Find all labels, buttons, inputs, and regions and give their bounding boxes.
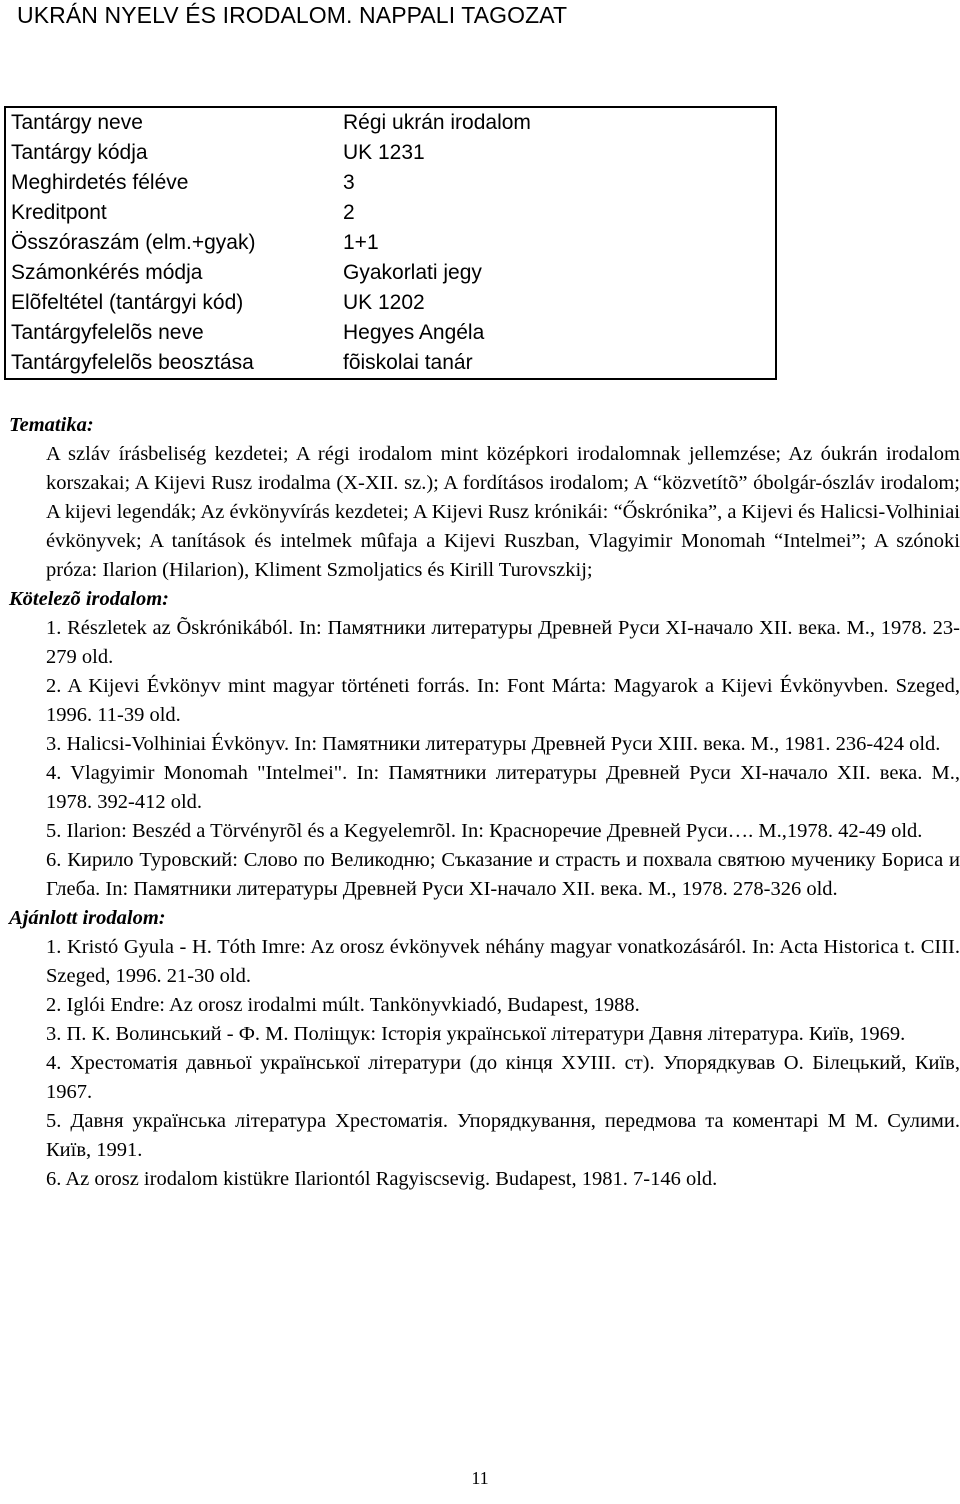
- info-value: Gyakorlati jegy: [343, 261, 482, 284]
- ajanlott-item: 5. Давня українська література Хрестоматія. Упорядкування, передмова та коментарі М М. Сулими. Київ, 1991.: [46, 1110, 960, 1161]
- kotelezo-item: 6. Кирило Туровский: Слово по Великодню; Съказание и страсть и похвала святюю мученику Бориса и Глеба. In: Памятники литературы Древней Руси XI-начало XII. века. M., 1978. 278-326 old.: [46, 849, 960, 900]
- info-key: Meghirdetés féléve: [11, 171, 189, 194]
- ajanlott-heading: Ajánlott irodalom:: [9, 907, 166, 929]
- kotelezo-heading: Kötelezõ irodalom:: [9, 588, 170, 610]
- ajanlott-item: 3. П. К. Волинський - Ф. М. Поліщук: Історія української літератури Давня література. Київ, 1969.: [46, 1023, 906, 1045]
- info-row: [5, 318, 776, 348]
- info-value: UK 1202: [343, 291, 425, 314]
- kotelezo-list: [9, 614, 960, 904]
- info-key: Tantárgyfelelõs beosztása: [11, 351, 254, 374]
- info-key: Tantárgy kódja: [11, 141, 148, 164]
- info-key: Számonkérés módja: [11, 261, 203, 284]
- kotelezo-item: 5. Ilarion: Beszéd a Törvényrõl és a Kegyelemrõl. In: Красноречие Древней Руси…. M.,1978. 42-49 old.: [46, 820, 923, 842]
- info-row: [5, 198, 776, 228]
- info-key: Elõfeltétel (tantárgyi kód): [11, 291, 244, 314]
- info-value: fõiskolai tanár: [343, 351, 473, 374]
- info-key: Kreditpont: [11, 201, 107, 224]
- info-value: 1+1: [343, 231, 379, 254]
- page-number: 11: [471, 1468, 489, 1488]
- info-value: UK 1231: [343, 141, 425, 164]
- info-row: [5, 348, 776, 379]
- ajanlott-item: 1. Kristó Gyula - H. Tóth Imre: Az orosz évkönyvek néhány magyar vonatkozásáról. In: Acta Historica t. CIII. Szeged, 1996. 21-30 old.: [46, 936, 960, 987]
- kotelezo-item: 4. Vlagyimir Monomah "Intelmei". In: Памятники литературы Древней Руси XI-начало XII. века. M., 1978. 392-412 old.: [46, 762, 960, 813]
- info-key: Tantárgyfelelõs neve: [11, 321, 204, 344]
- content: [9, 411, 960, 1194]
- info-row: [5, 258, 776, 288]
- info-value: 3: [343, 171, 355, 194]
- tematika-heading: Tematika:: [9, 414, 94, 436]
- info-row: [5, 288, 776, 318]
- info-value: Hegyes Angéla: [343, 321, 485, 344]
- ajanlott-list: [9, 933, 960, 1194]
- info-row: [5, 107, 776, 138]
- info-value: Régi ukrán irodalom: [343, 111, 531, 134]
- info-row: [5, 228, 776, 258]
- course-info-table: [4, 106, 777, 380]
- kotelezo-item: 3. Halicsi-Volhiniai Évkönyv. In: Памятники литературы Древней Руси XIII. века. M., 1981. 236-424 old.: [46, 733, 941, 755]
- kotelezo-item: 2. A Kijevi Évkönyv mint magyar történeti forrás. In: Font Márta: Magyarok a Kijevi Évkönyvben. Szeged, 1996. 11-39 old.: [46, 675, 960, 726]
- ajanlott-item: 2. Iglói Endre: Az orosz irodalmi múlt. Tankönyvkiadó, Budapest, 1988.: [46, 994, 640, 1016]
- tematika-text: A szláv írásbeliség kezdetei; A régi irodalom mint középkori irodalomnak jellemzése; Az óukrán irodalom korszakai; A Kijevi Rusz irodalma (X-XII. sz.); A fordításos irodalom; A “közvetítõ” óbolgár-ószláv irodalom; A kijevi legendák; Az évkönyvírás kezdetei; A Kijevi Rusz krónikái: “Őskrónika”, a Kijevi és Halicsi-Volhiniai évkönyvek; A tanítások és intelmek mûfaja a Kijevi Ruszban, Vlagyimir Monomah “Intelmei”; A szónoki próza: Ilarion (Hilarion), Kliment Szmoljatics és Kirill Turovszkij;: [46, 443, 960, 581]
- info-value: 2: [343, 201, 355, 224]
- page-header: UKRÁN NYELV ÉS IRODALOM. NAPPALI TAGOZAT: [17, 2, 568, 28]
- info-key: Tantárgy neve: [11, 111, 143, 134]
- info-key: Összóraszám (elm.+gyak): [11, 231, 256, 254]
- info-row: [5, 168, 776, 198]
- info-row: [5, 138, 776, 168]
- ajanlott-item: 4. Хрестоматія давньої української літератури (до кінця ХУІІІ. ст). Упорядкував О. Білецький, Київ, 1967.: [46, 1052, 960, 1103]
- kotelezo-item: 1. Részletek az Õskrónikából. In: Памятники литературы Древней Руси XI-начало XII. века. M., 1978. 23-279 old.: [46, 617, 960, 668]
- ajanlott-item: 6. Az orosz irodalom kistükre Ilariontól Ragyiscsevig. Budapest, 1981. 7-146 old.: [46, 1168, 718, 1190]
